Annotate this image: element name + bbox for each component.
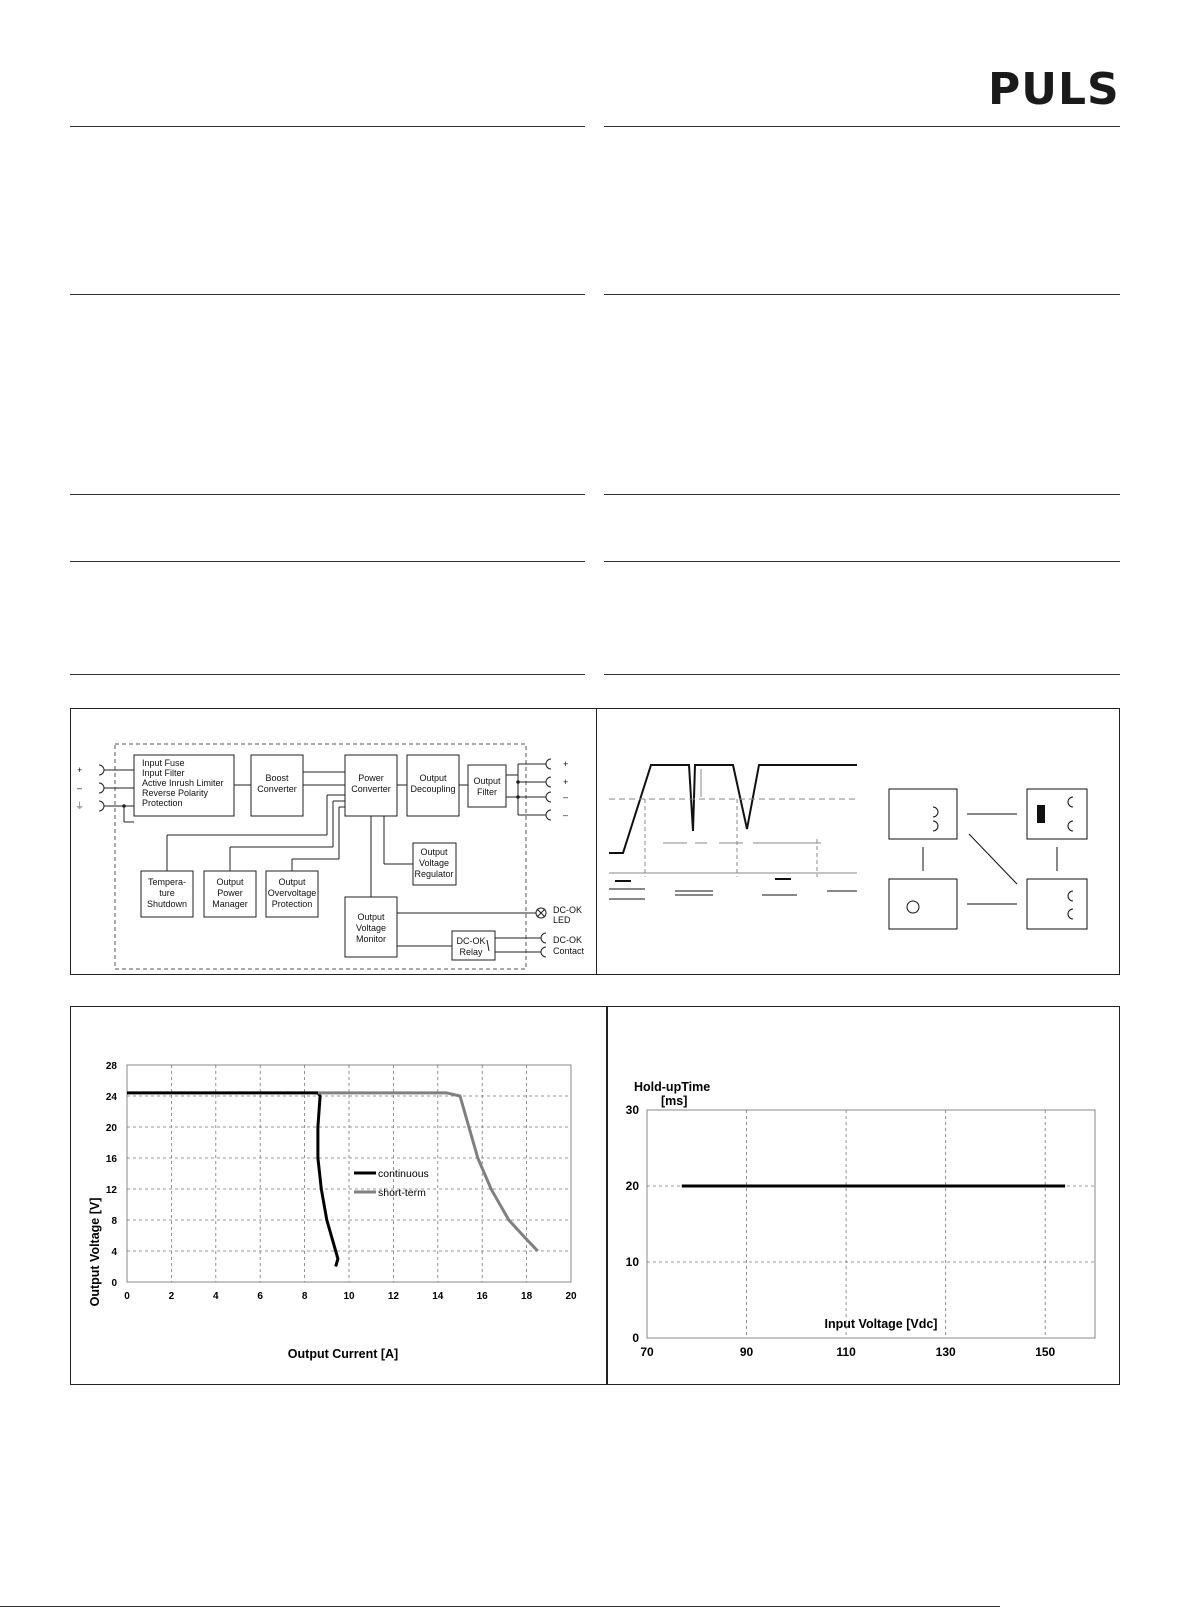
rule-right-1	[604, 126, 1120, 127]
terminal-in-minus: –	[77, 783, 83, 793]
right-x-tick-label: 110	[836, 1345, 856, 1359]
left-x-axis-title: Output Current [A]	[287, 1347, 399, 1361]
power-label-2: Converter	[351, 784, 391, 794]
left-y-tick-label: 16	[105, 1154, 117, 1165]
right-y-tick-label: 20	[625, 1179, 639, 1193]
filter-label-2: Filter	[477, 787, 497, 797]
led-label-1: DC-OK	[553, 905, 582, 915]
left-legend-label-continuous: continuous	[378, 1168, 429, 1180]
left-legend-label-short-term: short-term	[378, 1187, 426, 1199]
regulator-label-1: Output	[420, 847, 448, 857]
left-y-axis-title: Output Voltage [V]	[88, 1197, 102, 1307]
input-block-line-1: Input Fuse	[142, 758, 185, 768]
terminal-in-plus: +	[77, 765, 83, 775]
rule-right-4	[604, 561, 1120, 562]
block-diagram	[71, 709, 598, 976]
input-block-line-5: Protection	[142, 798, 183, 808]
right-y-tick-label: 30	[625, 1103, 639, 1117]
left-y-tick-label: 8	[111, 1216, 117, 1227]
left-y-tick-label: 0	[111, 1278, 117, 1289]
left-x-tick-label: 20	[565, 1291, 577, 1302]
power-label-1: Power	[358, 773, 384, 783]
boost-label-1: Boost	[265, 773, 289, 783]
left-x-tick-label: 2	[168, 1291, 175, 1302]
dc-ok-timing-panel	[596, 708, 1120, 975]
manager-label-2: Power	[217, 888, 243, 898]
ovp-label-1: Output	[278, 877, 306, 887]
hold-up-time-panel	[606, 1006, 1120, 1385]
rule-right-3	[604, 494, 1120, 495]
terminal-out-2: +	[563, 777, 569, 787]
right-chart-title-2: [ms]	[661, 1094, 688, 1108]
left-y-tick-label: 20	[105, 1123, 117, 1134]
left-x-tick-label: 14	[432, 1291, 444, 1302]
decoupling-label-1: Output	[419, 773, 447, 783]
puls-logo: PULS	[988, 64, 1120, 115]
monitor-label-2: Voltage	[355, 923, 387, 933]
relay-label-1: DC-OK	[456, 936, 486, 946]
monitor-label-3: Monitor	[355, 934, 387, 944]
right-x-tick-label: 90	[739, 1345, 754, 1359]
right-x-tick-label: 150	[1035, 1345, 1056, 1359]
temp-label-1: Tempera-	[147, 877, 187, 887]
dc-ok-timing-diagram	[597, 709, 1121, 976]
right-x-tick-label: 70	[640, 1345, 654, 1359]
left-series-line-continuous	[127, 1093, 338, 1267]
footer-rule	[0, 1606, 1000, 1607]
left-y-tick-label: 28	[105, 1061, 117, 1072]
regulator-label-3: Regulator	[414, 869, 454, 879]
manager-label-3: Manager	[212, 899, 248, 909]
input-block-line-3: Active Inrush Limiter	[142, 778, 224, 788]
monitor-label-1: Output	[357, 912, 385, 922]
left-x-tick-label: 4	[213, 1291, 219, 1302]
output-characteristic-panel	[70, 1006, 608, 1385]
rule-left-1	[70, 126, 585, 127]
left-y-tick-label: 4	[111, 1247, 117, 1258]
temp-label-3: Shutdown	[146, 899, 188, 909]
left-x-tick-label: 10	[343, 1291, 355, 1302]
filter-label-1: Output	[473, 776, 501, 786]
terminal-out-4: –	[563, 810, 569, 820]
regulator-label-2: Voltage	[418, 858, 450, 868]
right-plot-area	[647, 1110, 1095, 1338]
rule-right-2	[604, 294, 1120, 295]
left-x-tick-label: 8	[301, 1291, 308, 1302]
terminal-out-3: –	[563, 792, 569, 802]
relay-label-2: Relay	[459, 947, 483, 957]
left-x-tick-label: 12	[387, 1291, 399, 1302]
rule-left-2	[70, 294, 585, 295]
ovp-label-3: Protection	[271, 899, 313, 909]
left-x-tick-label: 16	[476, 1291, 488, 1302]
output-characteristic-chart	[71, 1007, 609, 1386]
terminal-out-1: +	[563, 759, 569, 769]
terminal-in-earth: ⏚	[75, 801, 85, 811]
left-x-tick-label: 18	[521, 1291, 533, 1302]
boost-label-2: Converter	[257, 784, 297, 794]
hold-up-time-chart	[607, 1007, 1121, 1386]
contact-label-2: Contact	[553, 946, 585, 956]
right-y-tick-label: 10	[625, 1255, 639, 1269]
decoupling-label-2: Decoupling	[410, 784, 456, 794]
manager-label-1: Output	[216, 877, 244, 887]
block-diagram-panel	[70, 708, 597, 975]
input-block-line-2: Input Filter	[142, 768, 185, 778]
temp-label-2: ture	[159, 888, 175, 898]
rule-left-5	[70, 674, 585, 675]
rule-right-5	[604, 674, 1120, 675]
rule-left-4	[70, 561, 585, 562]
left-x-tick-label: 0	[124, 1291, 130, 1302]
right-x-tick-label: 130	[935, 1345, 956, 1359]
rule-left-3	[70, 494, 585, 495]
input-block-line-4: Reverse Polarity	[142, 788, 209, 798]
ovp-label-2: Overvoltage	[267, 888, 317, 898]
right-y-tick-label: 0	[632, 1331, 639, 1345]
contact-label-1: DC-OK	[553, 935, 582, 945]
left-y-tick-label: 24	[105, 1092, 117, 1103]
led-label-2: LED	[553, 915, 571, 925]
right-x-axis-title: Input Voltage [Vdc]	[824, 1317, 938, 1331]
left-y-tick-label: 12	[105, 1185, 117, 1196]
right-chart-title-1: Hold-upTime	[634, 1080, 711, 1094]
left-x-tick-label: 6	[257, 1291, 263, 1302]
